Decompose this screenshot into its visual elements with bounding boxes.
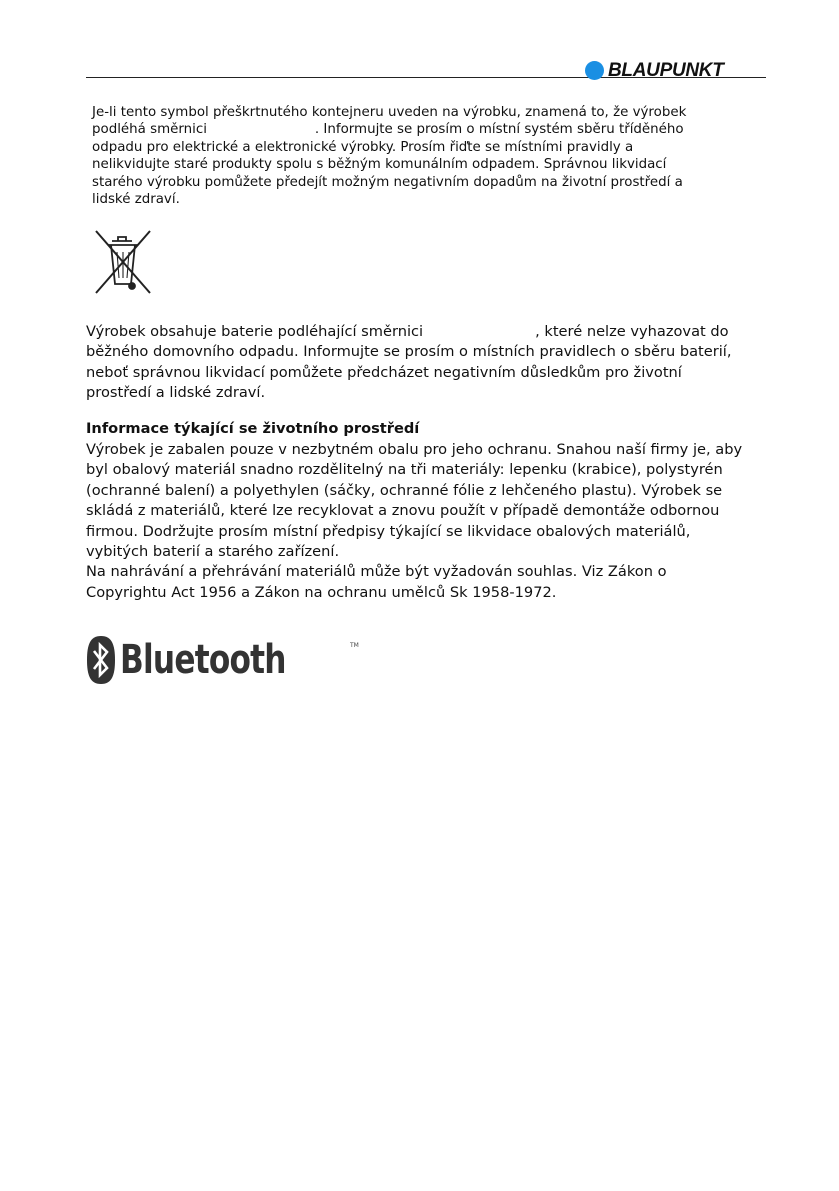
- environment-line: Copyrightu Act 1956 a Zákon na ochranu umělců Sk 1958-1972.: [86, 583, 557, 601]
- battery-line: prostředí a lidské zdraví.: [86, 384, 266, 402]
- weee-paragraph: [92, 104, 702, 208]
- weee-line: nelikvidujte staré produkty spolu s běžným komunálním odpadem. Správnou likvidací: [92, 157, 667, 173]
- battery-line: Výrobek obsahuje baterie podléhající směrnici: [86, 323, 424, 340]
- environment-heading: Informace týkající se životního prostředí: [86, 420, 420, 437]
- brand-name: BLAUPUNKT: [608, 59, 724, 81]
- environment-line: (ochranné balení) a polyethylen (sáčky, ochranné fólie z lehčeného plastu). Výrobek se: [86, 481, 723, 499]
- environment-line: vybitých baterií a starého zařízení.: [86, 543, 340, 561]
- battery-paragraph: [86, 322, 746, 404]
- weee-line: Je-li tento symbol přeškrtnutého kontejneru uveden na výrobku, znamená to, že výrobek: [92, 105, 687, 120]
- brand-logo: [585, 58, 724, 82]
- bluetooth-rune-icon: [86, 635, 116, 685]
- weee-line: starého výrobku pomůžete předejít možným negativním dopadům na životní prostředí a: [92, 174, 683, 190]
- environment-line: Výrobek je zabalen pouze v nezbytném obalu pro jeho ochranu. Snahou naší firmy je, aby: [86, 441, 743, 458]
- environment-line: Na nahrávání a přehrávání materiálů může být vyžadován souhlas. Viz Zákon o: [86, 563, 667, 581]
- bluetooth-wordmark: Bluetooth: [120, 637, 286, 683]
- battery-line: , které nelze vyhazovat do: [535, 323, 729, 340]
- battery-line: běžného domovního odpadu. Informujte se prosím o místních pravidlech o sběru baterií,: [86, 343, 732, 361]
- weee-line: podléhá směrnici: [92, 122, 207, 138]
- battery-line: neboť správnou likvidací pomůžete předcházet negativním důsledkům pro životní: [86, 363, 682, 381]
- weee-line: . Informujte se prosím o místní systém sběru tříděného: [314, 122, 684, 138]
- weee-line: odpadu pro elektrické a elektronické výrobky. Prosím řiďte se místními pravidly a: [92, 139, 634, 155]
- environment-line: skládá z materiálů, které lze recyklovat a znovu použít v případě demontáže odbornou: [86, 502, 720, 520]
- environment-line: firmou. Dodržujte prosím místní předpisy týkající se likvidace obalových materiálů,: [86, 522, 691, 540]
- brand-dot-icon: [585, 61, 604, 80]
- crossed-out-wheelie-bin-icon: [92, 228, 154, 296]
- bluetooth-logo: [86, 634, 359, 686]
- environment-line: byl obalový materiál snadno rozdělitelný na tři materiály: lepenku (krabice), polystyrén: [86, 461, 723, 479]
- weee-line: lidské zdraví.: [92, 192, 180, 208]
- environment-paragraph: [86, 440, 746, 603]
- bluetooth-trademark: TM: [350, 642, 359, 649]
